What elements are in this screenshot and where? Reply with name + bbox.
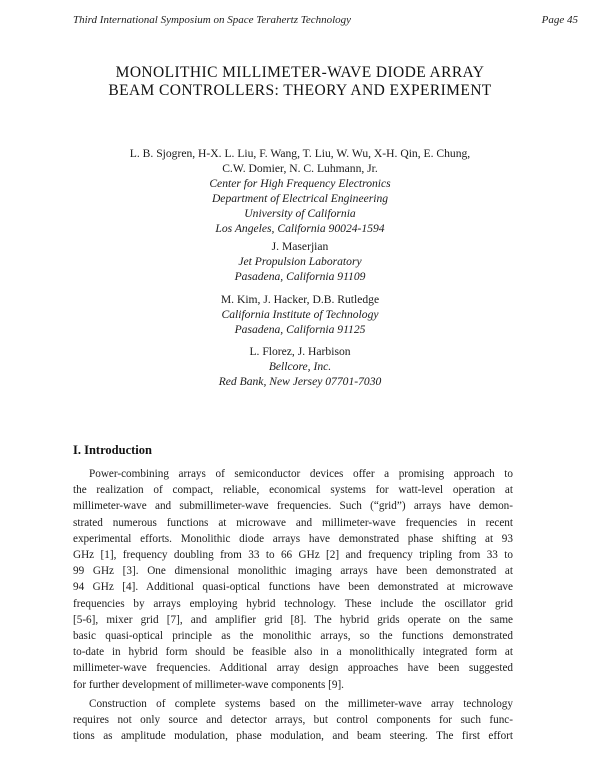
affiliation-block: [0, 239, 600, 284]
text-line: millimeter-wave and submillimeter-wave frequencies. Such (“grid”) arrays have demon-: [73, 500, 513, 513]
conference-name: Third International Symposium on Space Terahertz Technology: [73, 14, 352, 26]
text-line: GHz [1], frequency doubling from 33 to 66 GHz [2] and frequency tripling from 33 to: [73, 549, 513, 562]
institution-line: University of California: [244, 207, 356, 220]
text-line: tions as amplitude modulation, phase modulation, and beam steering. The first effort: [73, 730, 513, 743]
institution-line: Pasadena, California 91109: [234, 270, 366, 283]
affiliation-block: [0, 146, 600, 236]
author-line: J. Maserjian: [271, 240, 329, 253]
text-line: Construction of complete systems based on the millimeter-wave array technology: [89, 698, 513, 710]
institution-line: Center for High Frequency Electronics: [209, 177, 391, 190]
text-line: frequencies by arrays employing hybrid technology. These include the oscillator grid: [73, 597, 513, 610]
institution-line: Los Angeles, California 90024-1594: [215, 222, 385, 235]
section-heading: I. Introduction: [73, 443, 152, 457]
author-line: L. Florez, J. Harbison: [249, 345, 351, 358]
page-number: Page 45: [541, 14, 578, 26]
affiliation-block: [0, 292, 600, 337]
text-line: the realization of compact, reliable, economical systems for watt-level operation at: [73, 484, 513, 497]
author-line: L. B. Sjogren, H-X. L. Liu, F. Wang, T. Liu, W. Wu, X-H. Qin, E. Chung,: [129, 147, 471, 160]
text-line: for further development of millimeter-wave components [9].: [73, 678, 344, 691]
paper-title: [0, 64, 600, 100]
author-line: C.W. Domier, N. C. Luhmann, Jr.: [222, 162, 378, 175]
text-line: experimental efforts. Monolithic diode arrays have demonstrated phase shifting at 93: [73, 532, 513, 545]
institution-line: Red Bank, New Jersey 07701-7030: [218, 375, 382, 388]
text-line: Power-combining arrays of semiconductor devices offer a promising approach to: [89, 468, 513, 480]
affiliation-block: [0, 344, 600, 389]
author-line: M. Kim, J. Hacker, D.B. Rutledge: [220, 293, 380, 306]
text-line: basic quasi-optical principle as the monolithic arrays, so the functions demonstrated: [73, 630, 513, 643]
text-line: to-date in hybrid form should be feasible also in a monolithically integrated form at: [73, 646, 513, 659]
text-line: requires not only source and detector arrays, but control components for such func-: [73, 714, 513, 727]
title-line: BEAM CONTROLLERS: THEORY AND EXPERIMENT: [108, 82, 492, 99]
text-line: strated numerous functions at microwave and millimeter-wave frequencies in recent: [73, 516, 513, 529]
text-line: 94 GHz [4]. Additional quasi-optical functions have been demonstrated at microwave: [73, 581, 513, 594]
institution-line: Bellcore, Inc.: [268, 360, 332, 373]
institution-line: Department of Electrical Engineering: [211, 192, 389, 205]
text-line: [5-6], mixer grid [7], and amplifier grid [8]. The hybrid grids operate on the same: [73, 613, 513, 626]
title-line: MONOLITHIC MILLIMETER-WAVE DIODE ARRAY: [115, 64, 485, 81]
institution-line: Jet Propulsion Laboratory: [238, 255, 362, 268]
intro-paragraph-1: [73, 466, 513, 693]
text-line: millimeter-wave frequencies. Additional array design approaches have been suggested: [73, 662, 513, 675]
institution-line: Pasadena, California 91125: [234, 323, 366, 336]
intro-paragraph-2: [73, 696, 513, 745]
text-line: 99 GHz [3]. One dimensional monolithic imaging arrays have been demonstrated at: [73, 565, 513, 578]
institution-line: California Institute of Technology: [221, 308, 379, 321]
running-header: [73, 14, 578, 30]
